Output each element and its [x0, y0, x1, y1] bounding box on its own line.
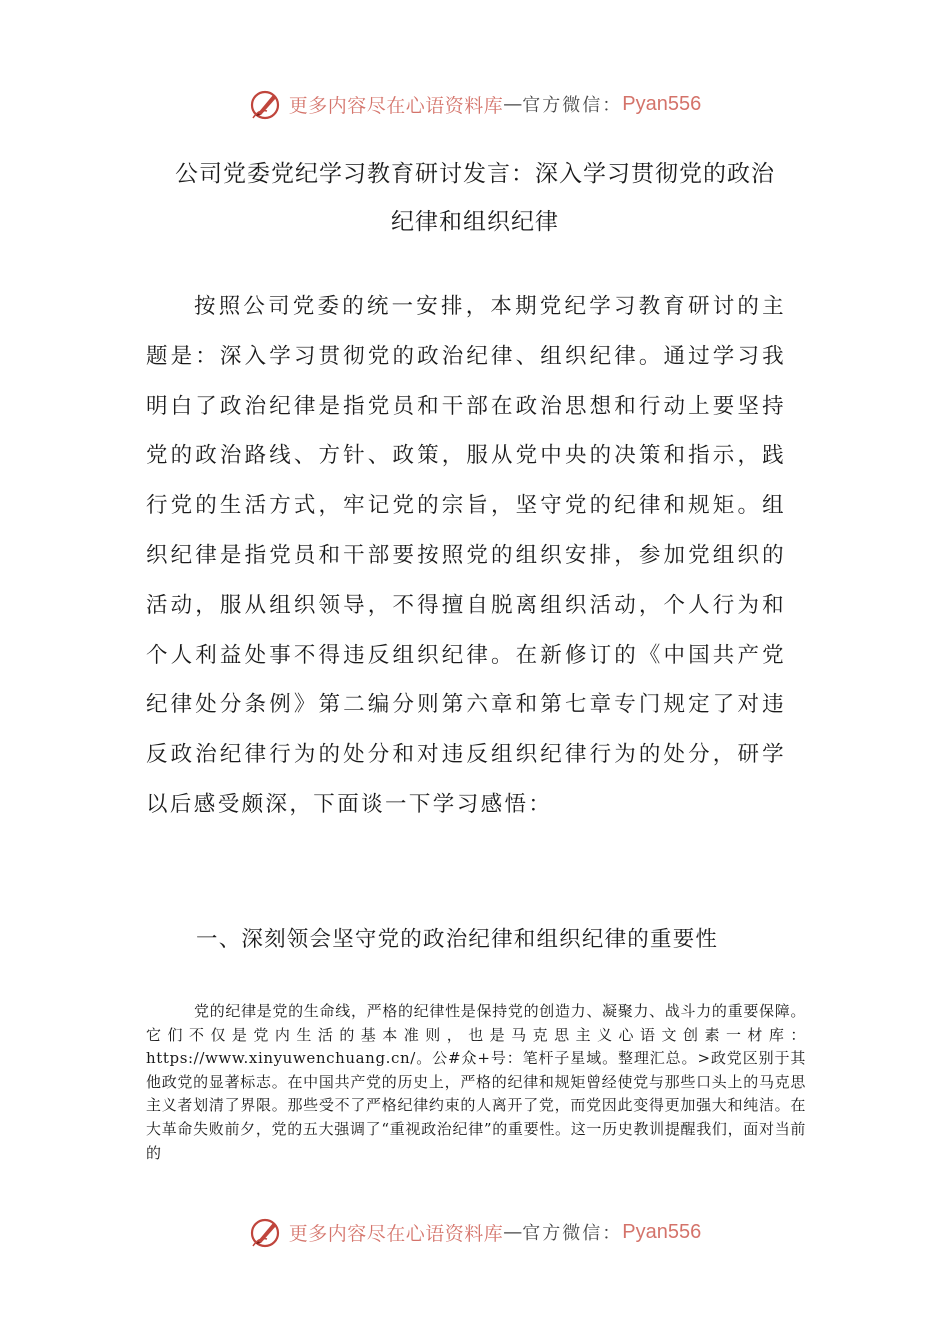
header-separator: —: [503, 93, 523, 115]
section-1-heading: 一、深刻领会坚守党的政治纪律和组织纪律的重要性: [196, 927, 719, 952]
pen-logo-icon: [249, 87, 283, 121]
title-line-2: 纪律和组织纪律: [391, 209, 559, 235]
footer-wechat-label: 官方微信：: [522, 1223, 623, 1244]
section-1-paragraph: 党的纪律是党的生命线，严格的纪律性是保持党的创造力、凝聚力、战斗力的重要保障。它们不仅是党内生活的基本准则，也是马克思主义心语文创素一材库：https://www.xinyuwenchuang.cn/。公#众+号：笔杆子星域。整理汇总。>政党区别于其他政党的显著标志。在中国共产党的历史上，严格的纪律和规矩曾经使党与那些口头上的马克思主义者划清了界限。那些受不了严格纪律约束的人离开了党，而党因此变得更加强大和纯洁。在大革命失败前夕，党的五大强调了“重视政治纪律”的重要性。这一历史教训提醒我们，面对当前的: [146, 1002, 806, 1162]
footer-banner: [0, 1212, 950, 1252]
intro-paragraph: 按照公司党委的统一安排，本期党纪学习教育研讨的主题是：深入学习贯彻党的政治纪律、组织纪律。通过学习我明白了政治纪律是指党员和干部在政治思想和行动上要坚持党的政治路线、方针、政策，服从党中央的决策和指示，践行党的生活方式，牢记党的宗旨，坚守党的纪律和规矩。组织纪律是指党员和干部要按照党的组织安排，参加党组织的活动，服从组织领导，不得擅自脱离组织活动，个人行为和个人利益处事不得违反组织纪律。在新修订的《中国共产党纪律处分条例》第二编分则第六章和第七章专门规定了对违反政治纪律行为的处分和对违反组织纪律行为的处分，研学以后感受颇深，下面谈一下学习感悟：: [146, 294, 786, 817]
header-brand-text: 更多内容尽在心语资料库: [288, 94, 504, 117]
title-line-1: 公司党委党纪学习教育研讨发言：深入学习贯彻党的政治: [175, 161, 775, 187]
document-title: [140, 150, 810, 246]
header-banner: [0, 84, 950, 124]
footer-wechat-id: Pyan556: [622, 1220, 702, 1243]
header-wechat-id: Pyan556: [622, 92, 702, 115]
footer-brand-text: 更多内容尽在心语资料库: [288, 1222, 504, 1245]
header-wechat-label: 官方微信：: [522, 95, 623, 116]
footer-separator: —: [503, 1221, 523, 1243]
pen-logo-icon: [249, 1215, 283, 1249]
